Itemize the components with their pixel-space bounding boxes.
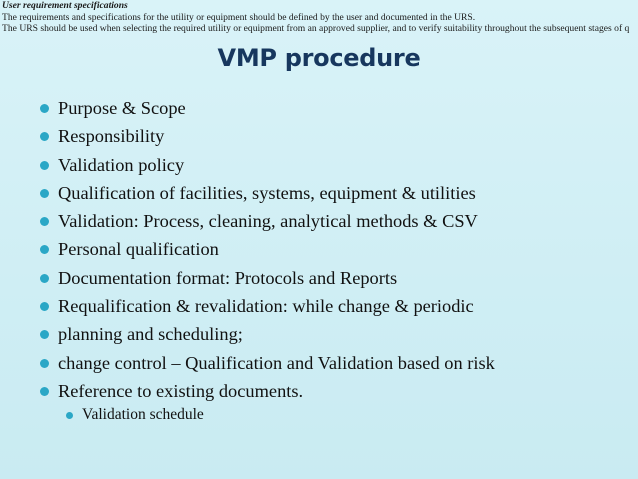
bullet-item	[40, 94, 495, 122]
bullet-item	[40, 235, 495, 263]
bullet-item	[40, 377, 495, 405]
bullet-text: planning and scheduling;	[58, 324, 243, 345]
bullet-text: Purpose & Scope	[58, 98, 186, 118]
bullet-dot-icon	[40, 330, 49, 339]
bullet-dot-icon	[40, 387, 49, 396]
bullet-item	[40, 179, 495, 207]
bullet-dot-icon	[66, 412, 73, 419]
bullet-item	[40, 207, 495, 235]
bullet-item	[40, 349, 495, 377]
bullet-text: Qualification of facilities, systems, equipment & utilities	[58, 182, 476, 203]
slide-title: VMP procedure	[217, 44, 421, 72]
bullet-dot-icon	[40, 217, 49, 226]
bullet-text: Validation policy	[58, 154, 185, 175]
bullet-dot-icon	[40, 245, 49, 254]
sub-bullet-text: Validation schedule	[82, 406, 204, 423]
bullet-text: Documentation format: Protocols and Reports	[58, 267, 398, 288]
bullet-dot-icon	[40, 274, 49, 283]
bullet-list	[40, 94, 495, 405]
urs-note	[2, 0, 638, 35]
bullet-dot-icon	[40, 189, 49, 198]
bullet-text: Responsibility	[58, 126, 165, 147]
note-title: User requirement specifications	[2, 0, 128, 11]
bullet-text: change control – Qualification and Validation based on risk	[58, 352, 495, 373]
bullet-dot-icon	[40, 161, 49, 170]
bullet-item	[40, 292, 495, 320]
bullet-text: Personal qualification	[58, 239, 219, 260]
bullet-text: Validation: Process, cleaning, analytical methods & CSV	[58, 211, 478, 232]
bullet-dot-icon	[40, 302, 49, 311]
bullet-item	[40, 151, 495, 179]
note-line: The URS should be used when selecting the required utility or equipment from an approved supplier, and to verify suitability throughout the subsequent stages of q	[2, 23, 630, 34]
sub-bullet-item	[66, 404, 204, 426]
bullet-text: Requalification & revalidation: while change & periodic	[58, 296, 474, 317]
bullet-item	[40, 264, 495, 292]
bullet-text: Reference to existing documents.	[58, 380, 304, 401]
bullet-dot-icon	[40, 104, 49, 113]
bullet-dot-icon	[40, 359, 49, 368]
bullet-dot-icon	[40, 132, 49, 141]
sub-bullet-list	[66, 404, 204, 426]
bullet-item	[40, 122, 495, 150]
bullet-item	[40, 320, 495, 348]
note-line: The requirements and specifications for the utility or equipment should be defined by the user and documented in the URS.	[2, 11, 476, 23]
